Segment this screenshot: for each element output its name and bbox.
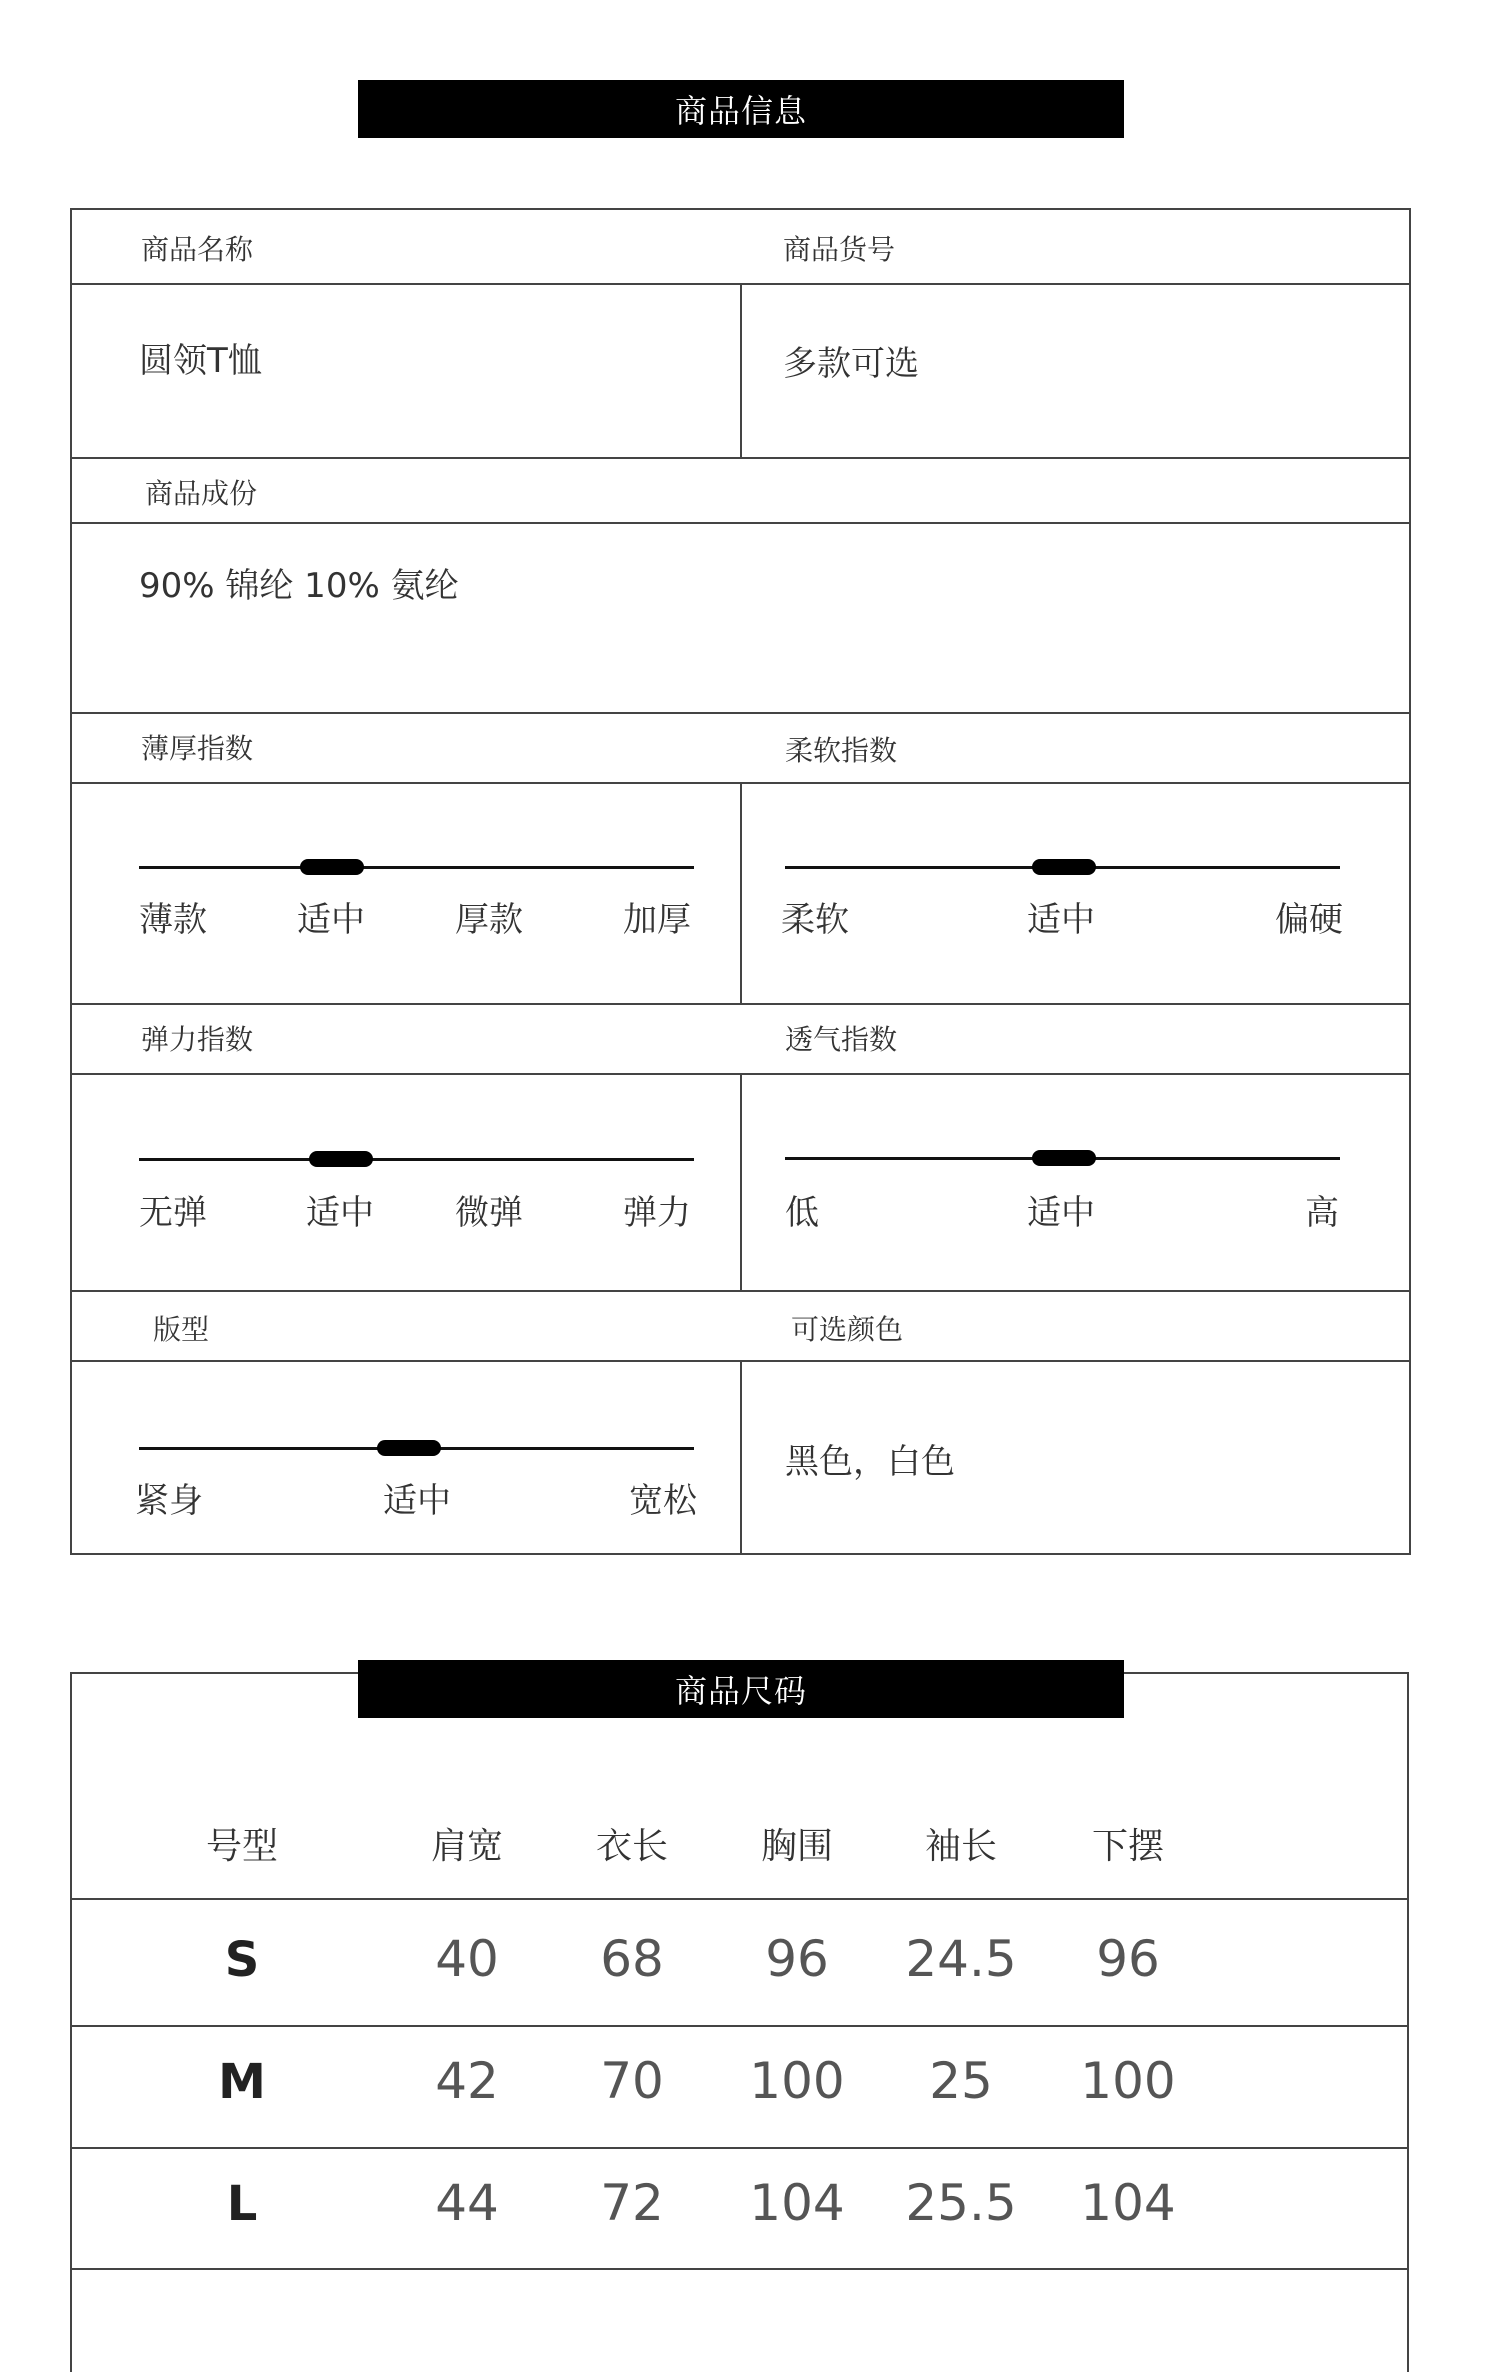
softness-tick: 适中: [1027, 900, 1095, 940]
size-column-header: 下摆: [1091, 1826, 1165, 1867]
divider: [70, 1898, 1409, 1900]
fit-label: 版型: [153, 1313, 210, 1346]
breathability-tick: 低: [785, 1193, 819, 1233]
size-cell: 100: [749, 2052, 845, 2110]
divider: [70, 712, 1411, 714]
composition-label: 商品成份: [145, 477, 258, 510]
elasticity-tick: 适中: [306, 1193, 374, 1233]
size-cell: 104: [1080, 2174, 1176, 2232]
size-cell: 24.5: [905, 1930, 1017, 1988]
divider: [740, 283, 742, 457]
product-code-value: 多款可选: [783, 344, 919, 384]
size-cell: 40: [435, 1930, 499, 1988]
fit-tick: 适中: [383, 1481, 451, 1521]
breathability-slider-knob: [1032, 1150, 1096, 1166]
size-cell: 104: [749, 2174, 845, 2232]
divider: [70, 2147, 1409, 2149]
thickness-tick: 加厚: [623, 900, 691, 940]
size-cell: 25: [929, 2052, 993, 2110]
size-cell: 72: [600, 2174, 664, 2232]
size-cell-label: L: [226, 2176, 258, 2232]
divider: [70, 1290, 1411, 1292]
size-cell: 96: [1096, 1930, 1160, 1988]
fit-tick: 紧身: [135, 1481, 203, 1521]
size-cell: 70: [600, 2052, 664, 2110]
thickness-tick: 薄款: [139, 900, 207, 940]
composition-value: 90% 锦纶 10% 氨纶: [139, 566, 459, 606]
size-cell: 68: [600, 1930, 664, 1988]
thickness-label: 薄厚指数: [141, 732, 254, 765]
softness-tick: 偏硬: [1275, 900, 1343, 940]
thickness-tick: 厚款: [455, 900, 523, 940]
divider: [70, 1003, 1411, 1005]
thickness-slider-track: [139, 866, 694, 869]
elasticity-slider-knob: [309, 1151, 373, 1167]
elasticity-label: 弹力指数: [141, 1023, 254, 1056]
divider: [70, 2268, 1409, 2270]
softness-slider-knob: [1032, 859, 1096, 875]
product-name-value: 圆领T恤: [139, 341, 262, 381]
size-column-header: 袖长: [924, 1826, 998, 1867]
breathability-tick: 高: [1305, 1193, 1339, 1233]
size-table: [70, 1672, 1409, 2372]
elasticity-tick: 微弹: [455, 1193, 523, 1233]
size-column-header: 衣长: [595, 1826, 669, 1867]
product-code-label: 商品货号: [783, 233, 896, 266]
divider: [740, 1360, 742, 1555]
size-cell-label: S: [224, 1932, 260, 1988]
divider: [740, 782, 742, 1003]
size-cell: 44: [435, 2174, 499, 2232]
size-column-header: 肩宽: [430, 1826, 504, 1867]
size-column-header: 号型: [205, 1826, 279, 1867]
size-section-title: 商品尺码: [358, 1660, 1124, 1718]
thickness-slider-knob: [300, 859, 364, 875]
size-cell-label: M: [218, 2054, 266, 2110]
colors-label: 可选颜色: [791, 1313, 904, 1346]
softness-tick: 柔软: [781, 900, 849, 940]
size-cell: 42: [435, 2052, 499, 2110]
softness-label: 柔软指数: [785, 734, 898, 767]
size-cell: 25.5: [905, 2174, 1017, 2232]
divider: [70, 457, 1411, 459]
info-section-title: 商品信息: [358, 80, 1124, 138]
elasticity-tick: 无弹: [139, 1193, 207, 1233]
divider: [70, 522, 1411, 524]
size-cell: 96: [765, 1930, 829, 1988]
breathability-label: 透气指数: [785, 1023, 898, 1056]
fit-tick: 宽松: [629, 1481, 697, 1521]
thickness-tick: 适中: [297, 900, 365, 940]
fit-slider-knob: [377, 1440, 441, 1456]
breathability-tick: 适中: [1027, 1193, 1095, 1233]
colors-value: 黑色，白色: [785, 1442, 955, 1482]
size-cell: 100: [1080, 2052, 1176, 2110]
elasticity-slider-track: [139, 1158, 694, 1161]
elasticity-tick: 弹力: [623, 1193, 691, 1233]
product-name-label: 商品名称: [141, 233, 254, 266]
divider: [70, 2025, 1409, 2027]
size-column-header: 胸围: [760, 1826, 834, 1867]
divider: [740, 1073, 742, 1290]
